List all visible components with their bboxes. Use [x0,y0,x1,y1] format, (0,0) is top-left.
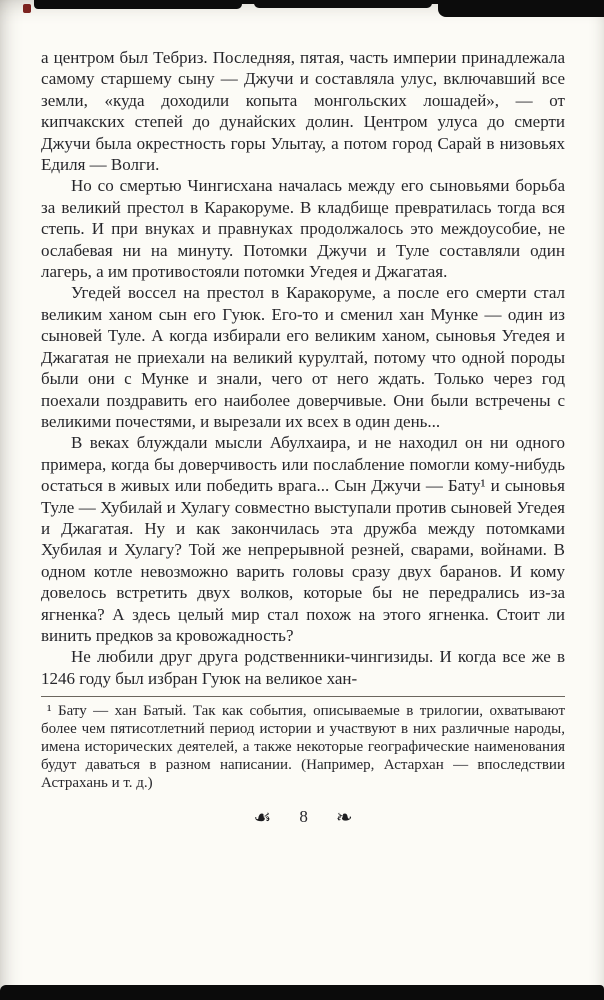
paragraph-4: В веках блуждали мысли Абулхаира, и не находил он ни одного примера, когда бы доверчивость или послабление помогли кому-нибудь остаться в живых или победить врага... Сын Джучи — Бату¹ и сыновья Туле — Хубилай и Хулагу совместно выступали против сыновей Угедея и Джагатая. Ну и как закончилась эта дружба между потомками Хубилая и Хулагу? Той же непрерывной резней, сварами, войнами. В одном котле невозможно варить головы сразу двух баранов. И кому довелось встретить двух волков, которые бы не передрались из-за ягненка? А здесь целый мир стал похож на этого ягненка. Стоит ли винить предков за кровожадность? [41,433,565,645]
scan-blob [34,0,242,9]
page-number: 8 [299,807,308,827]
footnote: ¹ Бату — хан Батый. Так как события, описываемые в трилогии, охватывают более чем пятисотлетний период истории и участвуют в них различные народы, имена исторических деятелей, а также некоторые географические наименования будут даваться в разном написании. (Например, Астархан — впоследствии Астрахань и т. д.) [41,703,565,792]
paragraph-5: Не любили друг друга родственники-чингизиды. И когда все же в 1246 году был избран Гуюк на великое хан- [41,647,565,688]
scan-red-mark [23,4,31,13]
paragraph-1: а центром был Тебриз. Последняя, пятая, часть империи принадлежала самому старшему сыну — Джучи и составляла улус, включавший все земли, «куда доходили копыта монгольских лошадей», — от кипчакских степей до дунайских долин. Центром улуса до смерти Джучи была окрестность горы Улытау, а потом город Сарай в низовьях Едиля — Волги. [41,48,565,175]
scan-artifact-bottom [0,985,604,1000]
paragraph-2: Но со смертью Чингисхана началась между его сыновьями борьба за великий престол в Каракоруме. В кладбище превратилась тогда вся степь. И при внуках и правнуках продолжалось это междоусобие, не ослабевая ни на минуту. Потомки Джучи и Туле составляли один лагерь, а им противостояли потомки Угедея и Джагатая. [41,176,565,282]
page-footer [41,805,565,830]
fleuron-right-icon: ❧ [335,805,353,830]
fleuron-left-icon: ☙ [253,805,272,830]
footnote-separator [41,696,565,697]
text-column [41,47,565,830]
body-text [41,47,565,689]
paragraph-3: Угедей воссел на престол в Каракоруме, а после его смерти стал великим ханом сын его Гуюк. Его-то и сменил хан Мунке — один из сыновей Туле. А когда избирали его великим ханом, сыновья Угедея и Джагатая не приехали на великий курултай, потому что одной породы были они с Мунке и знали, чего от него ждать. Только через год поехали поздравить его наиболее доверчивые. Они были встречены с великими почестями, и вырезали их всех в один день... [41,283,565,431]
scan-blob [254,0,432,8]
scan-blob [438,0,604,17]
